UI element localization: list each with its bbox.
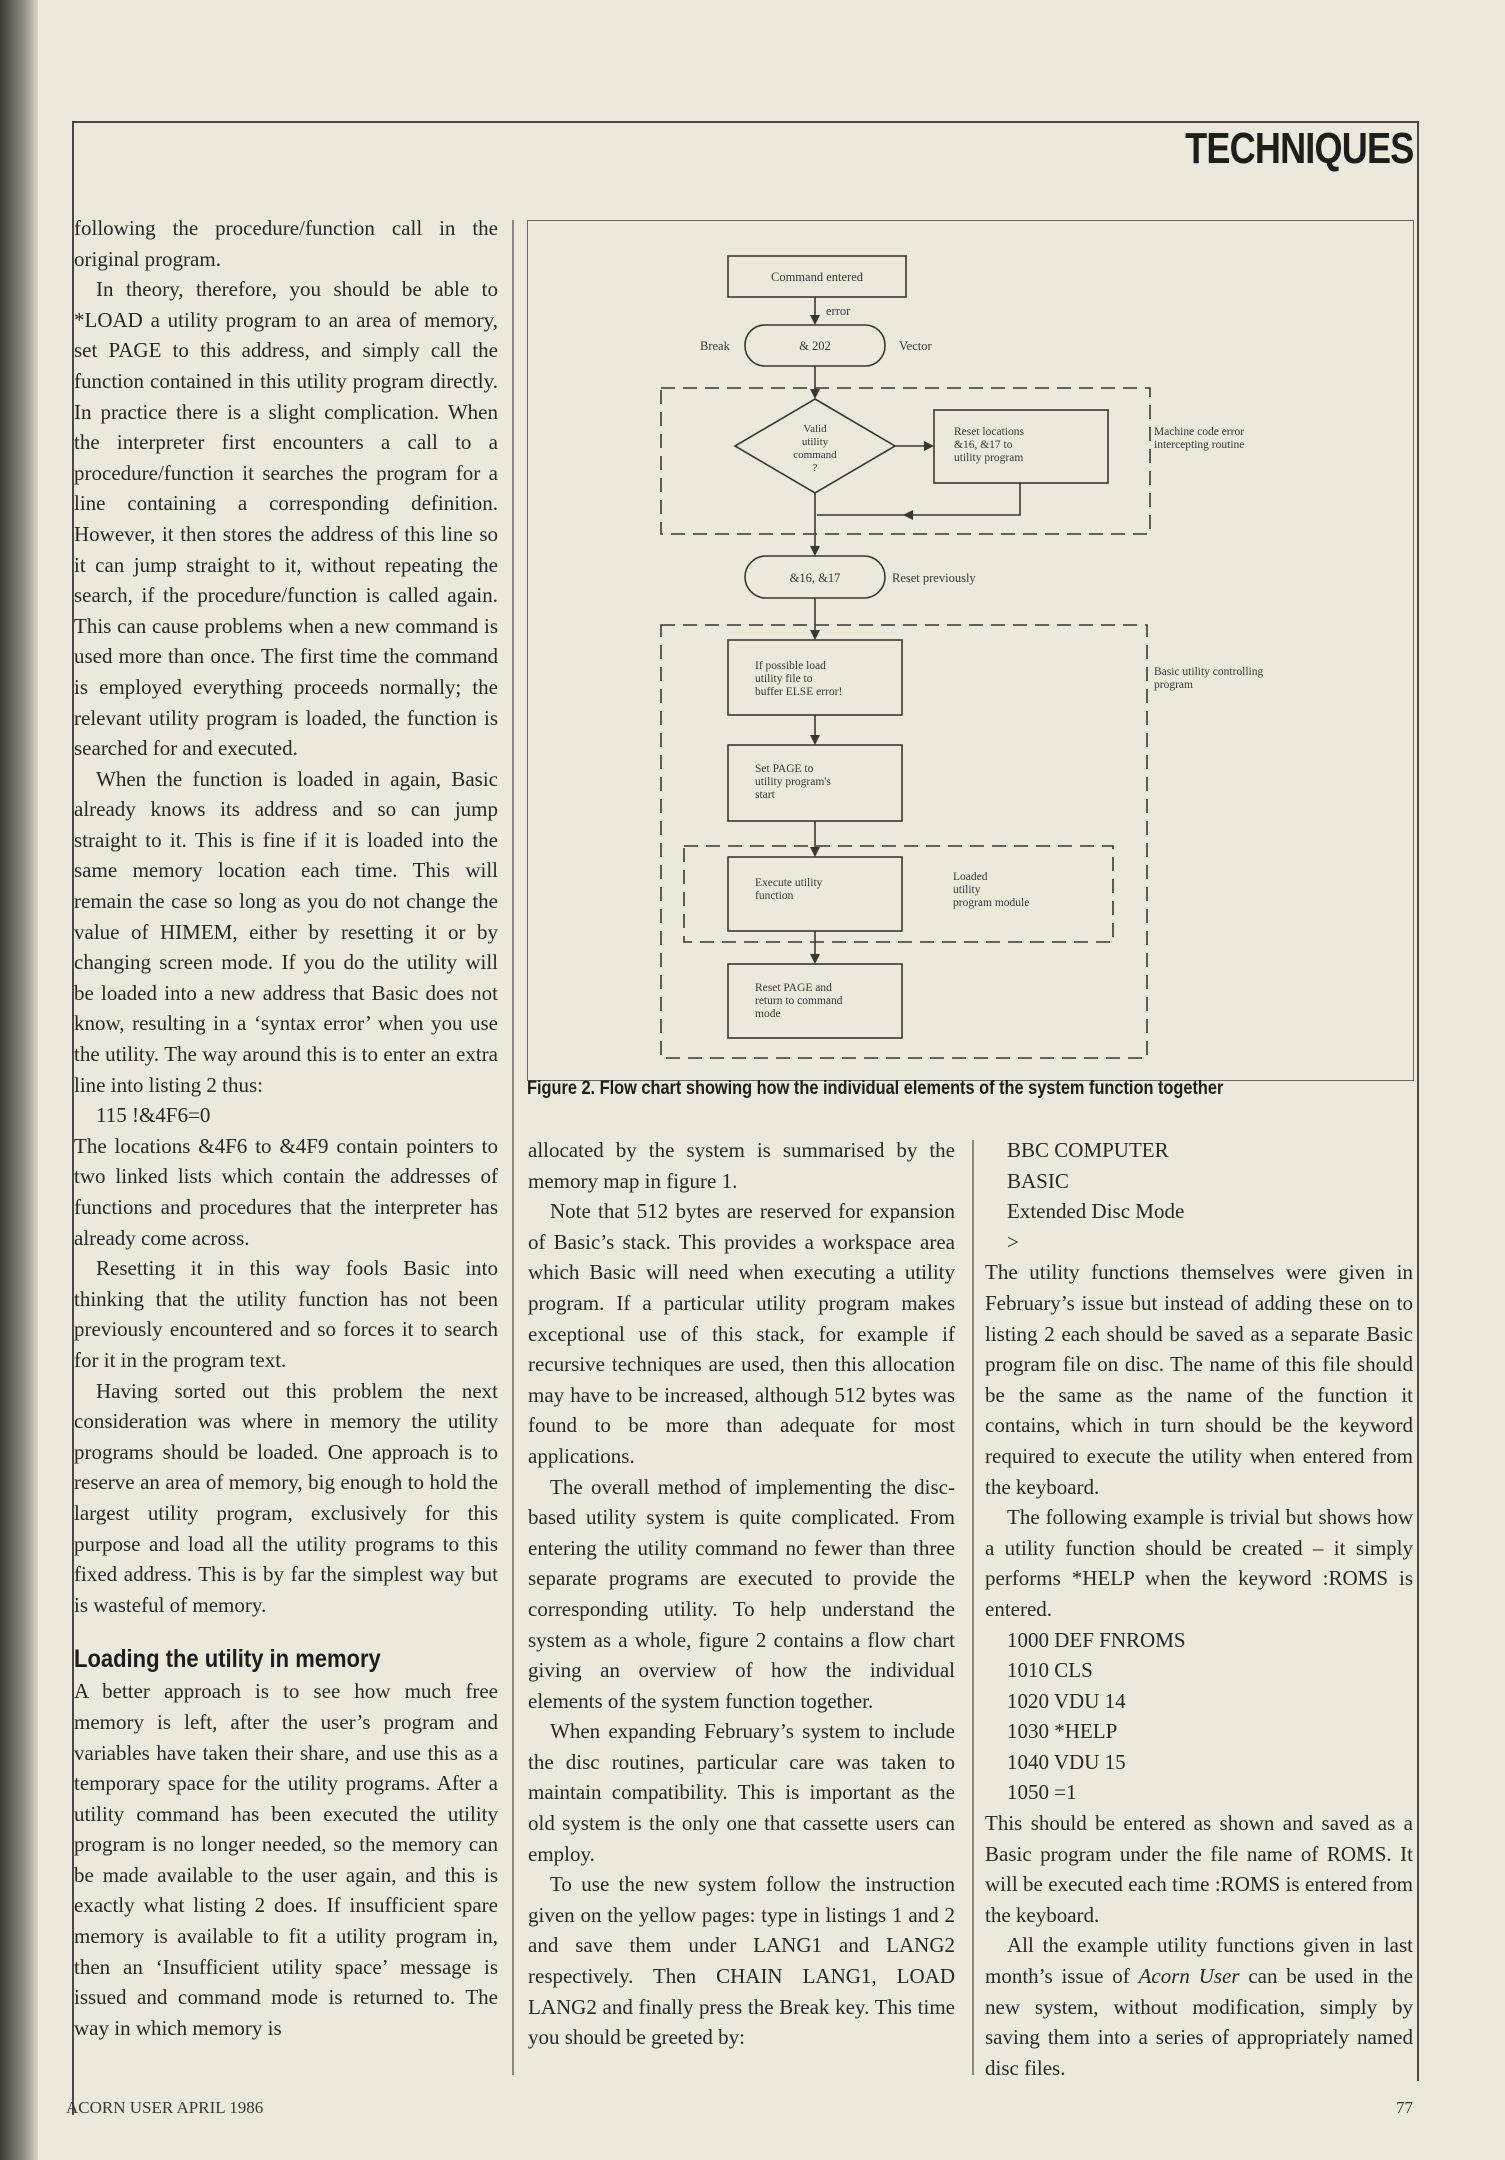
listing-line: 1000 DEF FNROMS (1007, 1627, 1186, 1652)
paragraph: following the procedure/function call in the original program. (74, 216, 498, 271)
label: Execute utility (755, 877, 823, 889)
label: ? (812, 462, 818, 474)
listing-line: 1030 *HELP (1007, 1719, 1118, 1744)
label: Basic utility controlling (1154, 666, 1264, 678)
label: utility program (954, 452, 1024, 464)
screen-line: BBC COMPUTER (1007, 1138, 1169, 1162)
paragraph: Note that 512 bytes are reserved for expansion of Basic’s stack. This provides a workspace area which Basic will need when executing a utility program. If a particular utility program makes exceptional use of this stack, for example if recursive techniques are used, then this allocation may have to be increased, although 512 bytes was found to be more than adequate for most applications. (528, 1199, 955, 1468)
label: Vector (899, 339, 932, 353)
label: & 202 (799, 339, 831, 353)
label: Reset previously (892, 571, 976, 585)
column-divider (972, 1140, 974, 2075)
listing-line: 1050 =1 (1007, 1780, 1077, 1805)
label: Loaded (953, 871, 988, 883)
label: program module (953, 897, 1030, 909)
label: utility program's (755, 776, 831, 788)
label: mode (755, 1008, 781, 1020)
feedback-line (905, 483, 1020, 515)
label: command (793, 449, 837, 461)
right-column (985, 1135, 1413, 2083)
label: return to command (755, 995, 843, 1007)
paragraph: allocated by the system is summarised by the memory map in figure 1. (528, 1138, 955, 1193)
screen-line: BASIC (1007, 1168, 1069, 1193)
listing-line: 1040 VDU 15 (1007, 1749, 1126, 1774)
label: program (1154, 679, 1193, 691)
basic-utility-group (661, 625, 1147, 1058)
loaded-module-group (684, 846, 1113, 942)
label: If possible load (755, 660, 826, 672)
label: Reset PAGE and (755, 982, 832, 994)
paragraph: The utility functions themselves were given in February’s issue but instead of adding these on to listing 2 each should be saved as a separate Basic program file on disc. The name of this file should be the same as the name of the function it contains, which in turn should be the keyword required to execute the utility when entered from the keyboard. (985, 1260, 1413, 1499)
screen-line: Extended Disc Mode (1007, 1199, 1185, 1224)
paragraph: The overall method of implementing the disc-based utility system is quite complicated. From entering the utility command no fewer than three separate programs are executed to provide the corresponding utility. To help understand the system as a whole, figure 2 contains a flow chart giving an overview of how the individual elements of the system function together. (528, 1474, 955, 1713)
screen-line: > (1007, 1229, 1019, 1254)
paragraph: When expanding February’s system to include the disc routines, particular care was taken to maintain compatibility. This is important as the old system is the only one that cassette users can employ. (528, 1719, 955, 1866)
label: start (755, 789, 775, 801)
label: &16, &17 to (954, 439, 1013, 451)
listing-line: 1010 CLS (1007, 1658, 1093, 1683)
paragraph: The locations &4F6 to &4F9 contain pointers to two linked lists which contain the addresses of functions and procedures that the interpreter has already come across. (74, 1133, 498, 1250)
paragraph: The following example is trivial but shows how a utility function should be created – it simply performs *HELP when the keyword :ROMS is entered. (985, 1505, 1413, 1621)
label: error (826, 304, 851, 318)
paragraph: When the function is loaded in again, Basic already knows its address and so can jump straight to it. This is fine if it is loaded into the same memory location each time. This will remain the case so long as you do not change the value of HIMEM, either by resetting it or by changing screen mode. If you do the utility will be loaded into a new address that Basic does not know, resulting in a ‘syntax error’ when you use the utility. The way around this is to enter an extra line into listing 2 thus: (74, 766, 498, 1097)
magazine-title: Acorn User (1138, 1964, 1240, 1989)
label: Command entered (771, 270, 863, 284)
footer-publication: ACORN USER APRIL 1986 (66, 2098, 264, 2117)
middle-column (528, 1135, 955, 2053)
section-heading: Loading the utility in memory (74, 1645, 381, 1674)
label: buffer ELSE error! (755, 686, 843, 698)
text: All the example utility functions given in last month’s issue of (985, 1933, 1413, 1989)
paragraph: In theory, therefore, you should be able to *LOAD a utility program to an area of memory, set PAGE to this address, and simply call the function contained in this utility program directly. In practice there is a slight complication. When the interpreter first encounters a call to a procedure/function it searches the program for a line containing a corresponding definition. However, it then stores the address of this line so it can jump straight to it, without repeating the search, if the procedure/function is called again. This can cause problems when a new command is used more than once. The first time the command is employed everything proceeds normally; the relevant utility program is loaded, the function is searched for and executed. (74, 277, 498, 761)
paragraph: A better approach is to see how much free memory is left, after the user’s program and variables have taken their share, and use this as a temporary space for the utility programs. After a utility command has been executed the utility program is no longer needed, so the memory can be made available to the user again, and this is exactly what listing 2 does. If insufficient spare memory is available to fit a utility program in, then an ‘Insufficient utility space’ message is issued and command mode is returned to. The way in which memory is (74, 1679, 498, 2040)
paragraph: This should be entered as shown and saved as a Basic program under the file name of ROMS. It will be executed each time :ROMS is entered from the keyboard. (985, 1811, 1413, 1927)
listing-line: 1020 VDU 14 (1007, 1688, 1126, 1713)
label: intercepting routine (1154, 439, 1245, 451)
text: can be used in the new system, without modification, simply by saving them into a series of appropriately named disc files. (985, 1964, 1414, 2080)
section-title: TECHNIQUES (1184, 124, 1413, 173)
label: utility (801, 436, 829, 448)
label: Reset locations (954, 426, 1024, 438)
page-number: 77 (1396, 2098, 1413, 2117)
paragraph: Having sorted out this problem the next consideration was where in memory the utility programs should be loaded. One approach is to reserve an area of memory, big enough to hold the largest utility program, exclusively for this purpose and load all the utility programs to this fixed address. This is by far the simplest way but is wasteful of memory. (74, 1378, 498, 1617)
label: Machine code error (1154, 426, 1245, 438)
paragraph: To use the new system follow the instruction given on the yellow pages: type in listings 1 and 2 and save them under LANG1 and LANG2 respectively. Then CHAIN LANG1, LOAD LANG2 and finally press the Break key. This time you should be greeted by: (528, 1872, 955, 2050)
label: Break (700, 339, 730, 353)
label: &16, &17 (789, 571, 841, 585)
label: function (755, 890, 794, 902)
figure-caption: Figure 2. Flow chart showing how the individual elements of the system function together (527, 1078, 1224, 1099)
label: utility file to (755, 673, 813, 685)
label: Valid (803, 423, 827, 435)
code-line: 115 !&4F6=0 (96, 1103, 211, 1128)
paragraph: Resetting it in this way fools Basic into thinking that the utility function has not been previously encountered and so forces it to search for it in the program text. (74, 1256, 498, 1372)
label: Set PAGE to (755, 763, 814, 775)
paragraph (985, 1930, 1413, 2083)
label: utility (953, 884, 981, 896)
